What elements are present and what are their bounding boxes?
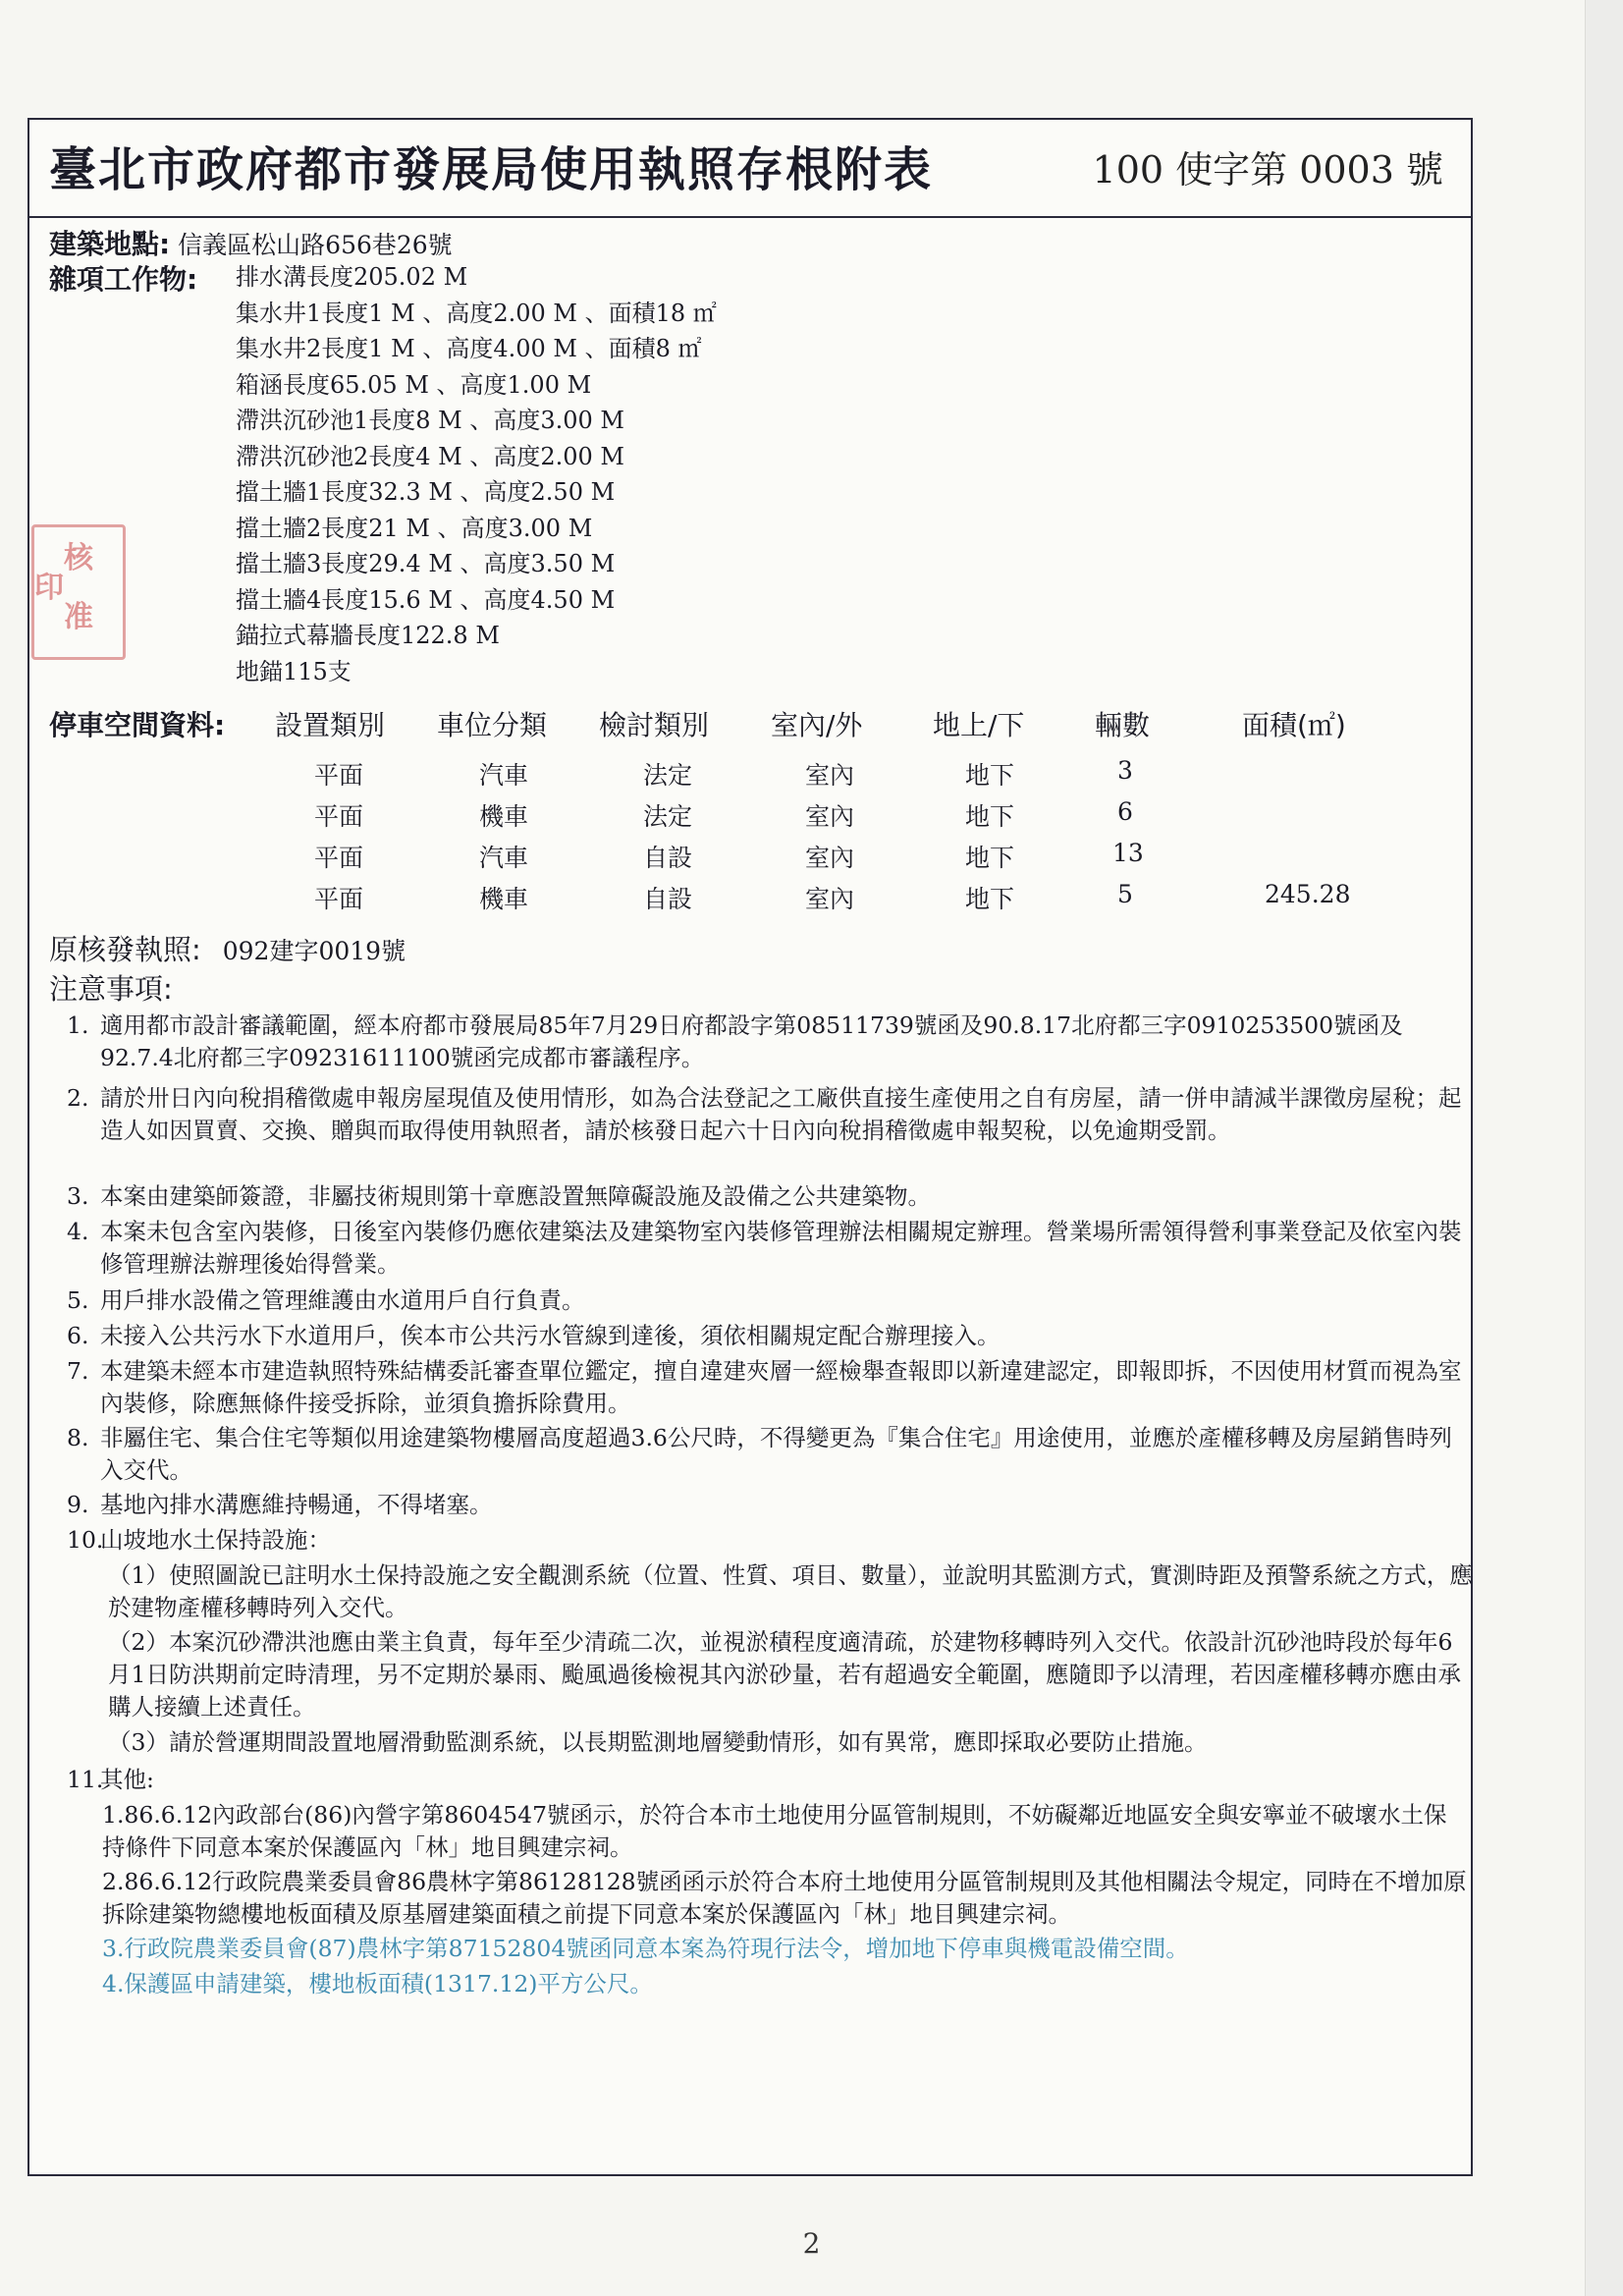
misc-work-item: 錨拉式幕牆長度122.8 M bbox=[236, 622, 500, 649]
note-text: 本案由建築師簽證，非屬技術規則第十章應設置無障礙設施及設備之公共建築物。 bbox=[100, 1182, 931, 1210]
parking-col-header: 設置類別 bbox=[275, 709, 386, 741]
parking-col-header: 車位分類 bbox=[437, 709, 548, 741]
site-row bbox=[49, 230, 453, 260]
document-number: 100 使字第 0003 號 bbox=[1092, 148, 1443, 191]
note-subitem: 3.行政院農業委員會(87)農林字第87152804號函同意本案為符現行法令，增加地下停車與機電設備空間。 bbox=[102, 1935, 1189, 1962]
parking-cell: 室內 bbox=[805, 761, 855, 790]
note-subitem: （3）請於營運期間設置地層滑動監測系統，以長期監測地層變動情形，如有異常，應即採取必要防止措施。 bbox=[108, 1728, 1208, 1756]
note-number: 1. bbox=[67, 1011, 89, 1039]
parking-cell: 法定 bbox=[643, 761, 693, 790]
parking-col-header: 面積(㎡) bbox=[1242, 709, 1346, 741]
parking-cell: 地下 bbox=[965, 761, 1015, 790]
site-label: 建築地點: bbox=[49, 228, 171, 260]
note-number: 4. bbox=[67, 1218, 89, 1245]
note-item bbox=[67, 1180, 1475, 1213]
note-number: 10. bbox=[67, 1526, 104, 1554]
parking-cell: 機車 bbox=[479, 802, 529, 831]
note-number: 3. bbox=[67, 1182, 89, 1210]
note-text: 非屬住宅、集合住宅等類似用途建築物樓層高度超過3.6公尺時，不得變更為『集合住宅』用途使用，並應於產權移轉及房屋銷售時列入交代。 bbox=[100, 1424, 1452, 1484]
title-bar bbox=[29, 120, 1471, 218]
parking-cell: 機車 bbox=[479, 885, 529, 913]
parking-cell: 室內 bbox=[805, 885, 855, 913]
parking-cell: 地下 bbox=[965, 885, 1015, 913]
misc-works-label-row bbox=[49, 265, 197, 296]
note-number: 9. bbox=[67, 1491, 89, 1518]
parking-cell: 自設 bbox=[643, 885, 693, 913]
note-text: 請於卅日內向稅捐稽徵處申報房屋現值及使用情形，如為合法登記之工廠供直接生產使用之自有房屋，請一併申請減半課徵房屋稅；起造人如因買賣、交換、贈與而取得使用執照者，請於核發日起六十日內向稅捐稽徵處申報契稅，以免逾期受罰。 bbox=[100, 1084, 1462, 1144]
parking-row bbox=[29, 880, 1471, 919]
note-item bbox=[67, 1010, 1475, 1074]
stamp-char-2: 准 bbox=[64, 600, 93, 634]
misc-work-item: 集水井2長度1 M 、高度4.00 M 、面積8 ㎡ bbox=[236, 335, 702, 362]
misc-work-item: 擋土牆2長度21 M 、高度3.00 M bbox=[236, 514, 593, 542]
parking-cell: 室內 bbox=[805, 844, 855, 872]
parking-cell: 地下 bbox=[965, 844, 1015, 872]
parking-cell: 245.28 bbox=[1265, 880, 1351, 908]
site-value: 信義區松山路656巷26號 bbox=[178, 231, 453, 259]
parking-cell: 自設 bbox=[643, 844, 693, 872]
parking-cell: 室內 bbox=[805, 802, 855, 831]
note-text: 本案未包含室內裝修，日後室內裝修仍應依建築法及建築物室內裝修管理辦法相關規定辦理。營業場所需領得營利事業登記及依室內裝修管理辦法辦理後始得營業。 bbox=[100, 1218, 1462, 1278]
seal-stamp bbox=[31, 524, 126, 660]
parking-cell: 法定 bbox=[643, 802, 693, 831]
parking-row bbox=[29, 797, 1471, 837]
misc-works-list bbox=[236, 259, 717, 689]
note-text: 未接入公共污水下水道用戶，俟本市公共污水管線到達後，須依相關規定配合辦理接入。 bbox=[100, 1322, 1001, 1349]
parking-cell: 平面 bbox=[314, 885, 364, 913]
notes-label: 注意事項: bbox=[49, 972, 173, 1006]
misc-work-item: 集水井1長度1 M 、高度2.00 M 、面積18 ㎡ bbox=[236, 299, 717, 327]
note-subitem: （1）使照圖說已註明水土保持設施之安全觀測系統（位置、性質、項目、數量），並說明其監測方式，實測時距及預警系統之方式，應於建物產權移轉時列入交代。 bbox=[108, 1561, 1473, 1621]
note-item bbox=[67, 1320, 1475, 1352]
misc-work-item: 箱涵長度65.05 M 、高度1.00 M bbox=[236, 370, 592, 399]
parking-cell: 平面 bbox=[314, 761, 364, 790]
original-license-label: 原核發執照: bbox=[49, 933, 201, 966]
parking-row bbox=[29, 756, 1471, 795]
misc-work-item: 地錨115支 bbox=[236, 657, 352, 685]
misc-work-item: 擋土牆1長度32.3 M 、高度2.50 M bbox=[236, 478, 616, 506]
note-subitem: 4.保護區申請建築，樓地板面積(1317.12)平方公尺。 bbox=[102, 1970, 653, 1997]
note-subitem: 1.86.6.12內政部台(86)內營字第8604547號函示，於符合本市土地使用分區管制規則，不妨礙鄰近地區安全與安寧並不破壞水土保持條件下同意本案於保護區內「林」地目興建宗祠。 bbox=[102, 1801, 1447, 1861]
scan-edge bbox=[1585, 0, 1623, 2296]
stamp-char-1: 核 bbox=[64, 541, 93, 575]
notes-label-row bbox=[49, 974, 173, 1006]
parking-cell: 5 bbox=[1117, 880, 1133, 908]
misc-work-item: 排水溝長度205.02 M bbox=[236, 263, 468, 291]
misc-work-item: 擋土牆3長度29.4 M 、高度3.50 M bbox=[236, 550, 616, 577]
note-number: 6. bbox=[67, 1322, 89, 1349]
misc-works-label: 雜項工作物: bbox=[49, 263, 198, 296]
parking-header-row bbox=[29, 704, 1471, 743]
parking-cell: 13 bbox=[1112, 839, 1144, 867]
parking-col-header: 室內/外 bbox=[771, 709, 863, 741]
note-item bbox=[67, 1524, 1475, 1557]
parking-row bbox=[29, 839, 1471, 878]
note-number: 5. bbox=[67, 1286, 89, 1314]
misc-work-item: 擋土牆4長度15.6 M 、高度4.50 M bbox=[236, 585, 616, 614]
note-item bbox=[67, 1489, 1475, 1521]
note-text: 其他: bbox=[100, 1766, 154, 1793]
parking-cell: 平面 bbox=[314, 802, 364, 831]
parking-col-header: 檢討類別 bbox=[599, 709, 710, 741]
original-license-value: 092建字0019號 bbox=[222, 937, 406, 965]
note-item bbox=[67, 1285, 1475, 1317]
note-subitem: 2.86.6.12行政院農業委員會86農林字第86128128號函函示於符合本府土地使用分區管制規則及其他相關法令規定，同時在不增加原拆除建築物總樓地板面積及原基層建築面積之前提下同意本案於保護區內「林」地目興建宗祠。 bbox=[102, 1868, 1467, 1928]
note-number: 7. bbox=[67, 1357, 89, 1385]
parking-cell: 汽車 bbox=[479, 844, 529, 872]
parking-cell: 平面 bbox=[314, 844, 364, 872]
note-text: 本建築未經本市建造執照特殊結構委託審查單位鑑定，擅自違建夾層一經檢舉查報即以新違建認定，即報即拆，不因使用材質而視為室內裝修，除應無條件接受拆除，並須負擔拆除費用。 bbox=[100, 1357, 1462, 1417]
note-number: 2. bbox=[67, 1084, 89, 1112]
parking-cell: 3 bbox=[1117, 756, 1133, 785]
parking-col-header: 地上/下 bbox=[933, 709, 1025, 741]
note-item bbox=[67, 1764, 1475, 1796]
note-number: 8. bbox=[67, 1424, 89, 1451]
misc-work-item: 滯洪沉砂池1長度8 M 、高度3.00 M bbox=[236, 407, 625, 434]
note-number: 11. bbox=[67, 1766, 104, 1793]
parking-cell: 6 bbox=[1117, 797, 1133, 826]
original-license-row bbox=[49, 935, 406, 966]
note-text: 山坡地水土保持設施： bbox=[100, 1526, 331, 1554]
note-text: 用戶排水設備之管理維護由水道用戶自行負責。 bbox=[100, 1286, 585, 1314]
stamp-char-3: 印 bbox=[34, 571, 64, 605]
note-item bbox=[67, 1216, 1475, 1281]
parking-cell: 汽車 bbox=[479, 761, 529, 790]
document-frame bbox=[27, 118, 1473, 2176]
note-text: 基地內排水溝應維持暢通，不得堵塞。 bbox=[100, 1491, 493, 1518]
misc-work-item: 滯洪沉砂池2長度4 M 、高度2.00 M bbox=[236, 442, 625, 470]
page-title: 臺北市政府都市發展局使用執照存根附表 bbox=[49, 142, 934, 197]
note-item bbox=[67, 1082, 1475, 1147]
parking-label: 停車空間資料: bbox=[49, 709, 226, 741]
page-number: 2 bbox=[802, 2227, 821, 2260]
parking-col-header: 輛數 bbox=[1095, 709, 1151, 741]
note-item bbox=[67, 1355, 1475, 1420]
parking-cell: 地下 bbox=[965, 802, 1015, 831]
note-item bbox=[67, 1422, 1475, 1487]
note-subitem: （2）本案沉砂滯洪池應由業主負責，每年至少清疏二次，並視淤積程度適清疏，於建物移轉時列入交代。依設計沉砂池時段於每年6月1日防洪期前定時清理，另不定期於暴雨、颱風過後檢視其內淤砂量，若有超過安全範圍，應隨即予以清理，若因產權移轉亦應由承購人接續上述責任。 bbox=[108, 1628, 1461, 1721]
note-text: 適用都市設計審議範圍，經本府都市發展局85年7月29日府都設字第08511739號函及90.8.17北府都三字0910253500號函及92.7.4北府都三字09231611100號函完成都市審議程序。 bbox=[100, 1011, 1403, 1071]
